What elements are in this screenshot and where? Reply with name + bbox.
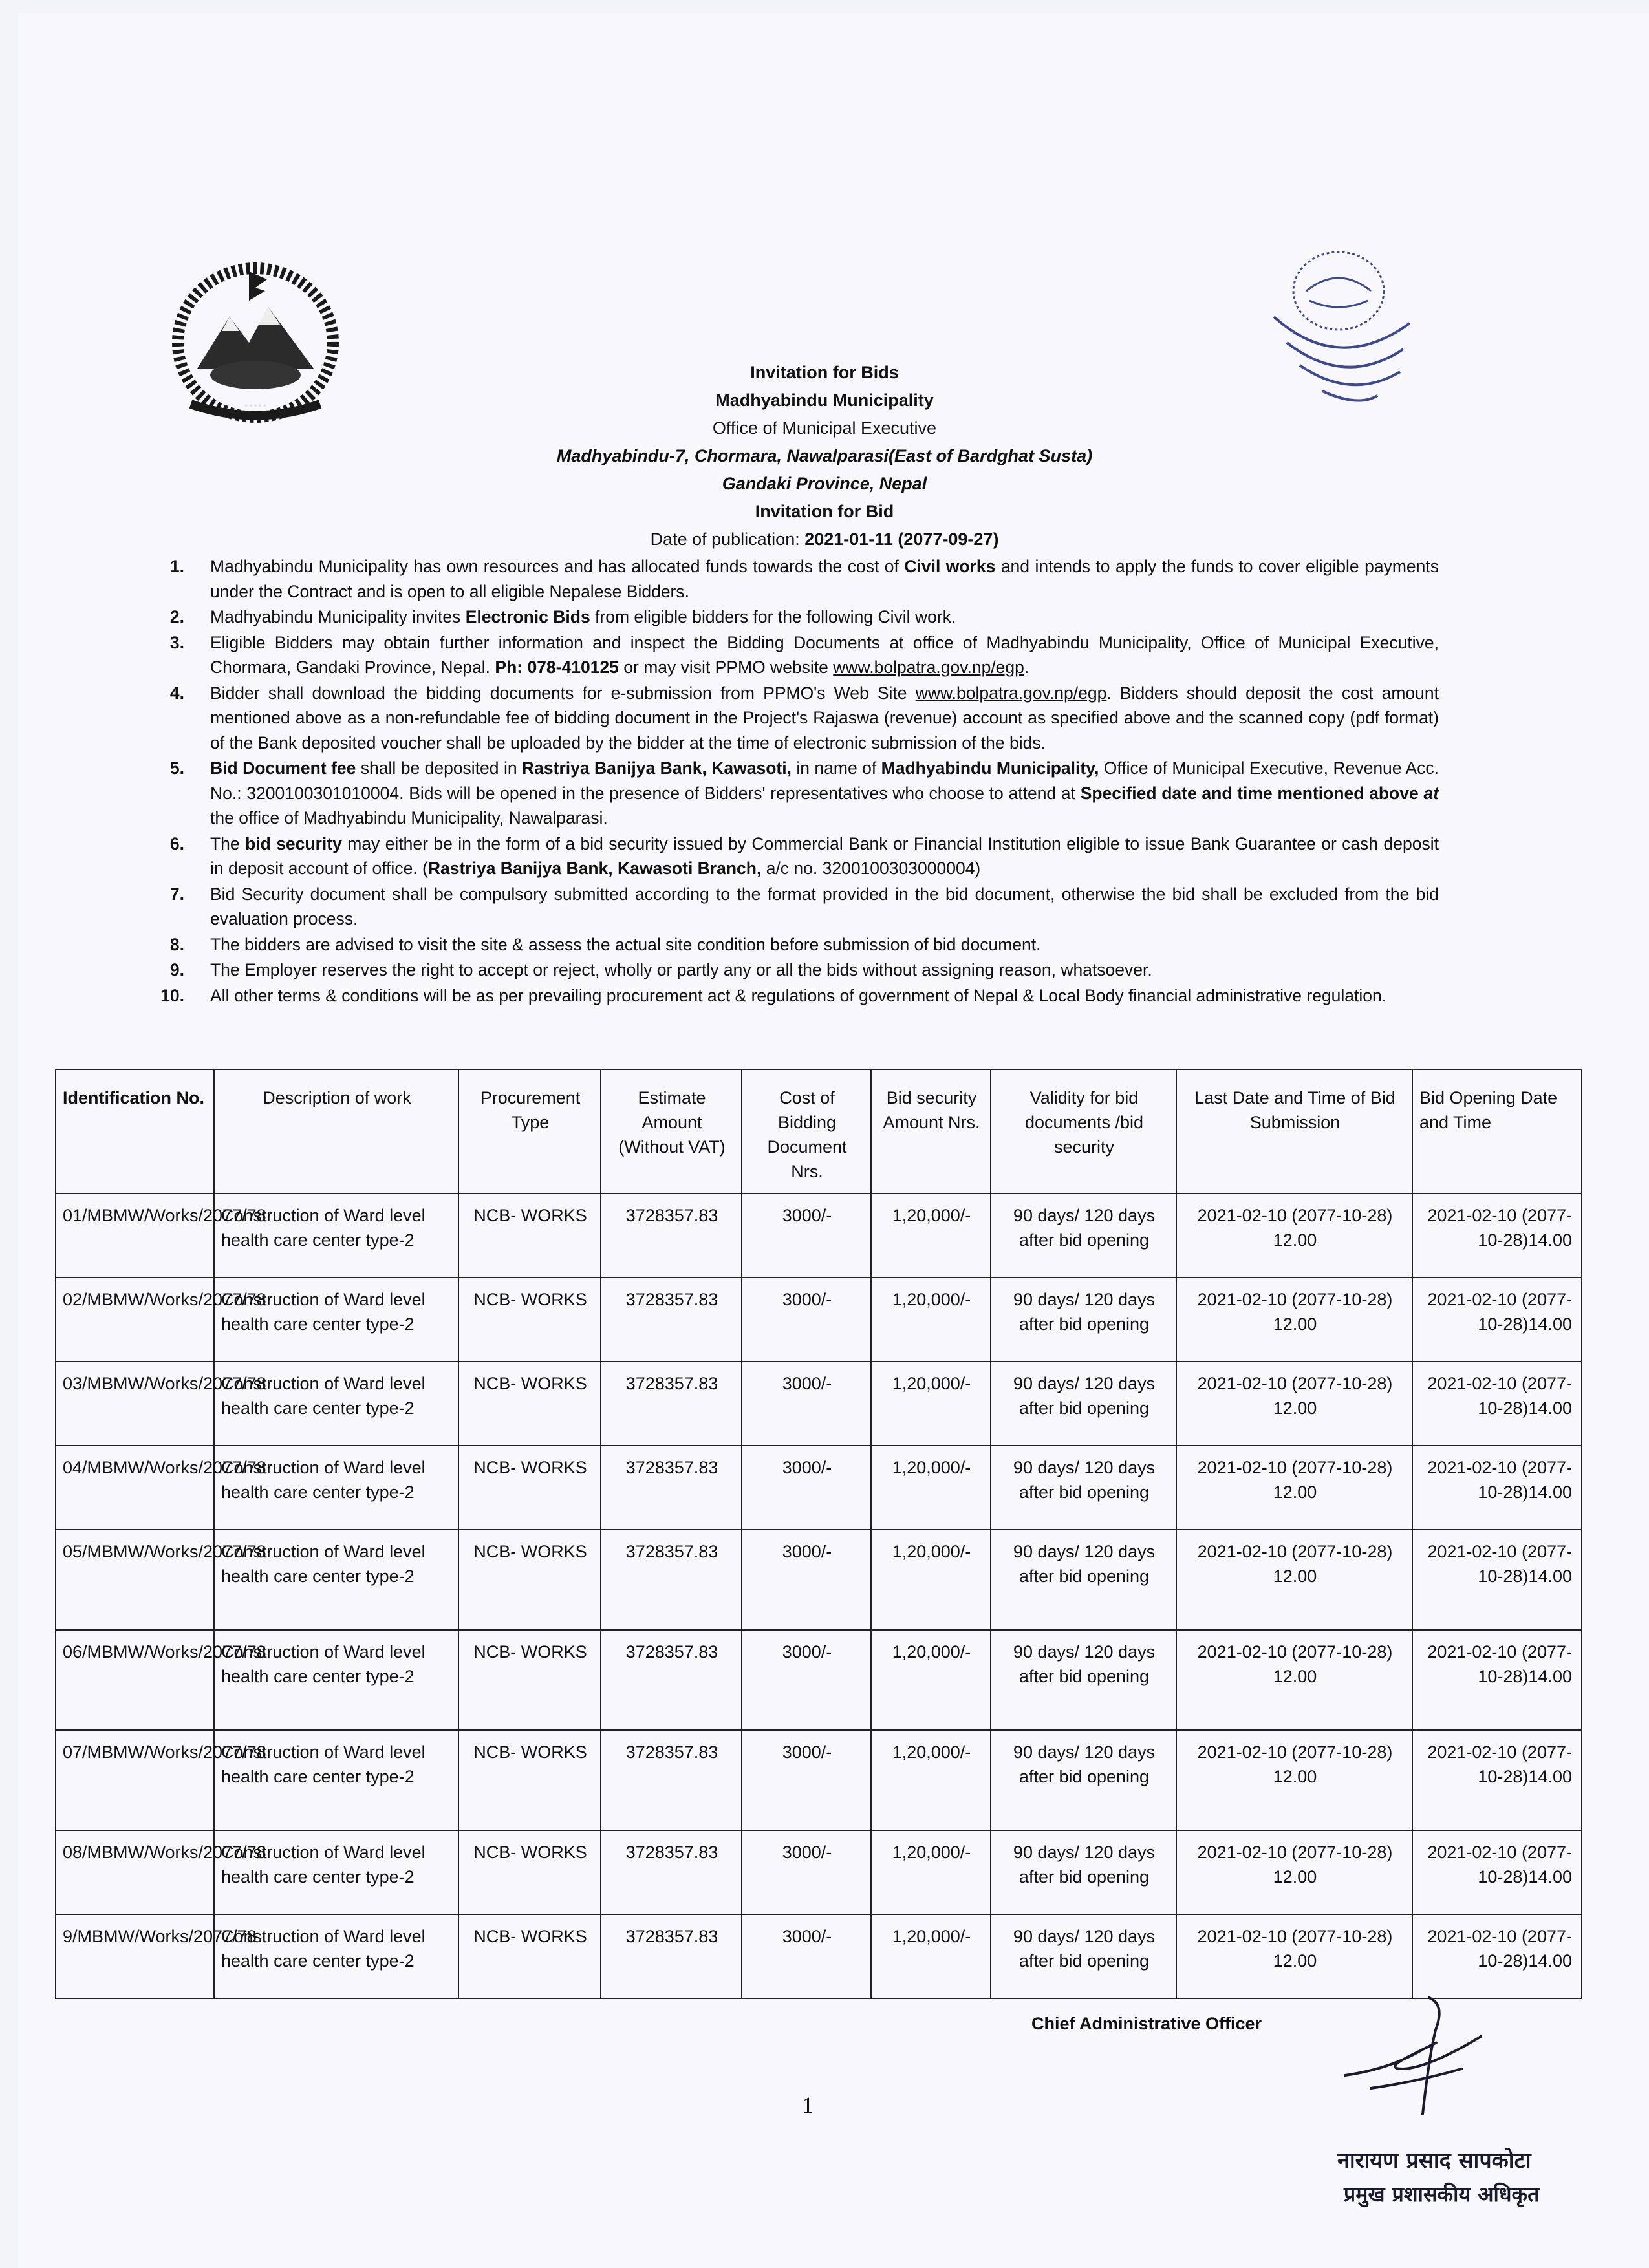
term-item-5 (158, 756, 1439, 831)
term-number: 7. (169, 884, 184, 904)
cell-validity: 90 days/ 120 days after bid opening (991, 1278, 1176, 1362)
cell-last-date: 2021-02-10 (2077-10-28) 12.00 (1176, 1914, 1412, 1998)
table-row (56, 1446, 1582, 1530)
cell-opening: 2021-02-10 (2077-10-28)14.00 (1412, 1830, 1582, 1914)
cell-cost: 3000/- (742, 1362, 871, 1446)
term-number: 10. (160, 985, 184, 1005)
publication-label: Date of publication: (650, 530, 805, 549)
cell-validity: 90 days/ 120 days after bid opening (991, 1914, 1176, 1998)
cell-last-date: 2021-02-10 (2077-10-28) 12.00 (1176, 1193, 1412, 1278)
page-number: 1 (802, 2092, 814, 2118)
table-row (56, 1630, 1582, 1730)
table-body (56, 1193, 1582, 1998)
document-subtitle: Invitation for Bid (755, 502, 894, 521)
cell-type: NCB- WORKS (458, 1914, 601, 1998)
cell-last-date: 2021-02-10 (2077-10-28) 12.00 (1176, 1278, 1412, 1362)
cell-id: 02/MBMW/Works/2077/78 (56, 1278, 214, 1362)
cell-opening: 2021-02-10 (2077-10-28)14.00 (1412, 1730, 1582, 1830)
cell-description: Construction of Ward level health care center type-2 (214, 1193, 458, 1278)
cell-description: Construction of Ward level health care center type-2 (214, 1914, 458, 1998)
cell-description: Construction of Ward level health care center type-2 (214, 1630, 458, 1730)
document-header (0, 359, 1649, 553)
term-bold: Madhyabindu Municipality, (881, 758, 1099, 778)
bids-table (55, 1069, 1582, 1999)
term-bold-italic: at (1423, 783, 1439, 803)
col-header-last-date: Last Date and Time of Bid Submission (1176, 1069, 1412, 1193)
term-text: The bidders are advised to visit the site & assess the actual site condition before submission of bid document. (210, 934, 1041, 954)
cell-description: Construction of Ward level health care center type-2 (214, 1446, 458, 1530)
col-header-security: Bid security Amount Nrs. (871, 1069, 991, 1193)
cell-cost: 3000/- (742, 1530, 871, 1630)
cell-description: Construction of Ward level health care center type-2 (214, 1278, 458, 1362)
term-item-8 (158, 932, 1439, 957)
term-bold: Civil works (904, 557, 996, 576)
term-text: The (210, 833, 246, 853)
col-header-validity: Validity for bid documents /bid security (991, 1069, 1176, 1193)
term-item-2 (158, 604, 1439, 630)
term-item-6 (158, 831, 1439, 881)
term-number: 6. (169, 833, 184, 853)
cell-estimate: 3728357.83 (601, 1630, 742, 1730)
cell-id: 08/MBMW/Works/2077/78 (56, 1830, 214, 1914)
term-text: shall be deposited in (356, 758, 522, 778)
term-text: and intends to apply the funds to cover eligible payments under the Contract and is open to all eligible Nepalese Bidders. (210, 557, 1439, 601)
term-item-1 (158, 554, 1439, 604)
term-bold: Electronic Bids (465, 607, 590, 626)
ppmo-website-link[interactable]: www.bolpatra.gov.np/egp (915, 683, 1107, 703)
term-text: The Employer reserves the right to accept or reject, wholly or partly any or all the bids without assigning reason, whatsoever. (210, 960, 1152, 979)
cell-last-date: 2021-02-10 (2077-10-28) 12.00 (1176, 1530, 1412, 1630)
cell-estimate: 3728357.83 (601, 1278, 742, 1362)
cell-last-date: 2021-02-10 (2077-10-28) 12.00 (1176, 1730, 1412, 1830)
cell-opening: 2021-02-10 (2077-10-28)14.00 (1412, 1278, 1582, 1362)
term-text: Office of Municipal Executive, Revenue Acc. No.: 3200100301010004. Bids will be opened in the presence of Bidders' representatives who choose to attend at (210, 758, 1439, 803)
term-text: or may visit PPMO website (618, 658, 834, 677)
cell-cost: 3000/- (742, 1446, 871, 1530)
cell-id: 05/MBMW/Works/2077/78 (56, 1530, 214, 1630)
term-text: . (1024, 658, 1029, 677)
term-text: Madhyabindu Municipality has own resources and has allocated funds towards the cost of (210, 557, 905, 576)
table-row (56, 1730, 1582, 1830)
cell-estimate: 3728357.83 (601, 1530, 742, 1630)
col-header-opening: Bid Opening Date and Time (1412, 1069, 1582, 1193)
cell-estimate: 3728357.83 (601, 1830, 742, 1914)
cell-description: Construction of Ward level health care center type-2 (214, 1730, 458, 1830)
cell-description: Construction of Ward level health care center type-2 (214, 1830, 458, 1914)
document-title: Invitation for Bids (750, 363, 899, 382)
term-text: from eligible bidders for the following Civil work. (590, 607, 956, 626)
col-header-cost: Cost of Bidding Document Nrs. (742, 1069, 871, 1193)
table-row (56, 1914, 1582, 1998)
cell-opening: 2021-02-10 (2077-10-28)14.00 (1412, 1362, 1582, 1446)
signatory-title-nepali: प्रमुख प्रशासकीय अधिकृत (1344, 2182, 1540, 2207)
cell-type: NCB- WORKS (458, 1446, 601, 1530)
term-text: . Bidders should deposit the cost amount mentioned above as a non-refundable fee of bidding document in the Project's Rajaswa (revenue) account as specified above and the scanned copy (pdf format) of the Bank deposited voucher shall be uploaded by the bidder at the time of electronic submission of the bids. (210, 683, 1439, 753)
cell-security: 1,20,000/- (871, 1630, 991, 1730)
cell-security: 1,20,000/- (871, 1193, 991, 1278)
table-header-row (56, 1069, 1582, 1193)
term-bold: Rastriya Banijya Bank, Kawasoti, (522, 758, 792, 778)
term-text: Bidder shall download the bidding documents for e-submission from PPMO's Web Site (210, 683, 916, 703)
cell-cost: 3000/- (742, 1193, 871, 1278)
cell-security: 1,20,000/- (871, 1830, 991, 1914)
publication-date: 2021-01-11 (2077-09-27) (804, 530, 999, 549)
officer-title: Chief Administrative Officer (1031, 2014, 1262, 2033)
cell-validity: 90 days/ 120 days after bid opening (991, 1730, 1176, 1830)
term-item-9 (158, 957, 1439, 983)
term-text: All other terms & conditions will be as per prevailing procurement act & regulations of government of Nepal & Local Body financial administrative regulation. (210, 985, 1387, 1005)
cell-id: 06/MBMW/Works/2077/78 (56, 1630, 214, 1730)
office-name: Office of Municipal Executive (712, 418, 937, 438)
cell-security: 1,20,000/- (871, 1362, 991, 1446)
cell-id: 9/MBMW/Works/2077/78 (56, 1914, 214, 1998)
col-header-estimate: Estimate Amount (Without VAT) (601, 1069, 742, 1193)
term-bold: Bid Document fee (210, 758, 356, 778)
term-item-7 (158, 882, 1439, 932)
term-text: in name of (791, 758, 881, 778)
term-text: Bid Security document shall be compulsory submitted according to the format provided in the bid document, otherwise the bid shall be excluded from the bid evaluation process. (210, 884, 1439, 928)
cell-estimate: 3728357.83 (601, 1193, 742, 1278)
cell-security: 1,20,000/- (871, 1530, 991, 1630)
cell-opening: 2021-02-10 (2077-10-28)14.00 (1412, 1193, 1582, 1278)
cell-security: 1,20,000/- (871, 1914, 991, 1998)
cell-type: NCB- WORKS (458, 1730, 601, 1830)
office-address: Madhyabindu-7, Chormara, Nawalparasi(East of Bardghat Susta) (556, 446, 1093, 465)
cell-security: 1,20,000/- (871, 1730, 991, 1830)
cell-validity: 90 days/ 120 days after bid opening (991, 1530, 1176, 1630)
term-number: 3. (169, 632, 184, 652)
cell-security: 1,20,000/- (871, 1278, 991, 1362)
cell-cost: 3000/- (742, 1278, 871, 1362)
term-number: 1. (169, 557, 184, 576)
term-text: Madhyabindu Municipality invites (210, 607, 466, 626)
term-bold: Specified date and time mentioned above (1080, 783, 1419, 803)
cell-validity: 90 days/ 120 days after bid opening (991, 1362, 1176, 1446)
term-item-10 (158, 983, 1439, 1009)
cell-security: 1,20,000/- (871, 1446, 991, 1530)
cell-id: 01/MBMW/Works/2077/78 (56, 1193, 214, 1278)
cell-type: NCB- WORKS (458, 1530, 601, 1630)
province-name: Gandaki Province, Nepal (722, 474, 927, 493)
cell-estimate: 3728357.83 (601, 1446, 742, 1530)
cell-validity: 90 days/ 120 days after bid opening (991, 1630, 1176, 1730)
cell-last-date: 2021-02-10 (2077-10-28) 12.00 (1176, 1362, 1412, 1446)
cell-opening: 2021-02-10 (2077-10-28)14.00 (1412, 1446, 1582, 1530)
cell-id: 07/MBMW/Works/2077/78 (56, 1730, 214, 1830)
term-text: Eligible Bidders may obtain further information and inspect the Bidding Documents at office of Madhyabindu Municipality, Office of Municipal Executive, Chormara, Gandaki Province, Nepal. (210, 632, 1439, 677)
term-text: the office of Madhyabindu Municipality, Nawalparasi. (210, 808, 608, 828)
term-text: a/c no. 3200100303000004) (761, 859, 981, 878)
col-header-id: Identification No. (56, 1069, 214, 1193)
cell-last-date: 2021-02-10 (2077-10-28) 12.00 (1176, 1830, 1412, 1914)
term-item-3 (158, 630, 1439, 680)
cell-opening: 2021-02-10 (2077-10-28)14.00 (1412, 1630, 1582, 1730)
cell-type: NCB- WORKS (458, 1278, 601, 1362)
table-row (56, 1193, 1582, 1278)
term-item-4 (158, 681, 1439, 756)
signatory-name-nepali: नारायण प्रसाद सापकोटा (1337, 2148, 1531, 2174)
publication-line (0, 526, 1649, 553)
cell-validity: 90 days/ 120 days after bid opening (991, 1446, 1176, 1530)
cell-id: 03/MBMW/Works/2077/78 (56, 1362, 214, 1446)
term-number: 5. (169, 758, 184, 778)
cell-type: NCB- WORKS (458, 1193, 601, 1278)
cell-validity: 90 days/ 120 days after bid opening (991, 1830, 1176, 1914)
term-number: 4. (169, 683, 184, 703)
signature-icon (1332, 1991, 1513, 2121)
term-bold: Ph: 078-410125 (495, 658, 619, 677)
svg-text:•••••: ••••• (244, 401, 267, 411)
organization-name: Madhyabindu Municipality (715, 390, 934, 410)
signatory-stamp-nepali (1332, 2137, 1546, 2214)
ppmo-website-link[interactable]: www.bolpatra.gov.np/egp (833, 658, 1024, 677)
cell-last-date: 2021-02-10 (2077-10-28) 12.00 (1176, 1446, 1412, 1530)
table-row (56, 1278, 1582, 1362)
cell-cost: 3000/- (742, 1830, 871, 1914)
cell-id: 04/MBMW/Works/2077/78 (56, 1446, 214, 1530)
terms-list (158, 554, 1439, 1009)
col-header-description: Description of work (214, 1069, 458, 1193)
cell-estimate: 3728357.83 (601, 1362, 742, 1446)
term-number: 8. (169, 934, 184, 954)
cell-cost: 3000/- (742, 1914, 871, 1998)
cell-cost: 3000/- (742, 1730, 871, 1830)
col-header-procurement-type: Procurement Type (458, 1069, 601, 1193)
table-row (56, 1362, 1582, 1446)
cell-last-date: 2021-02-10 (2077-10-28) 12.00 (1176, 1630, 1412, 1730)
cell-description: Construction of Ward level health care center type-2 (214, 1362, 458, 1446)
table-row (56, 1830, 1582, 1914)
cell-cost: 3000/- (742, 1630, 871, 1730)
cell-type: NCB- WORKS (458, 1830, 601, 1914)
cell-description: Construction of Ward level health care center type-2 (214, 1530, 458, 1630)
cell-type: NCB- WORKS (458, 1362, 601, 1446)
table-row (56, 1530, 1582, 1630)
term-number: 9. (169, 960, 184, 979)
cell-type: NCB- WORKS (458, 1630, 601, 1730)
cell-opening: 2021-02-10 (2077-10-28)14.00 (1412, 1914, 1582, 1998)
term-text: may either be in the form of a bid security issued by Commercial Bank or Financial Institution eligible to issue Bank Guarantee or cash deposit in deposit account of office. ( (210, 833, 1439, 878)
cell-estimate: 3728357.83 (601, 1730, 742, 1830)
cell-estimate: 3728357.83 (601, 1914, 742, 1998)
term-bold: Rastriya Banijya Bank, Kawasoti Branch, (427, 859, 762, 878)
term-bold: bid security (245, 833, 342, 853)
term-number: 2. (169, 607, 184, 626)
cell-validity: 90 days/ 120 days after bid opening (991, 1193, 1176, 1278)
cell-opening: 2021-02-10 (2077-10-28)14.00 (1412, 1530, 1582, 1630)
